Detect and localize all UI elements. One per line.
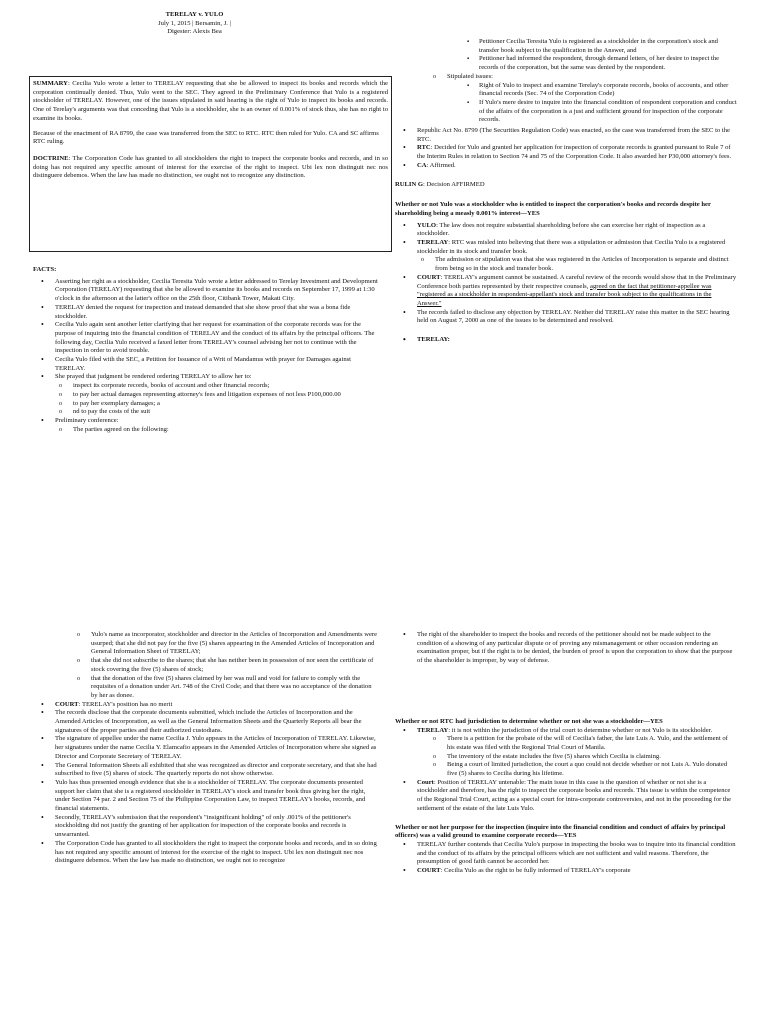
court-point: • The records disclose that the corporate documents submitted, which include the Articles of Incorporation and the Amended Articles of Incorporation, as well as the General Information Sheets and the Quarterly Reports all bear the signatures of the proper parties and their authorized custodians. xyxy=(33,709,378,735)
issue-item: ▪ Right of Yulo to inspect and examine Terelay's corporate records, books of accounts, and other financial records (Sec. 74 of the Corporation Code) xyxy=(465,82,737,99)
terelay-label: TERELAY xyxy=(417,726,449,734)
sub-item: o that the donation of the five (5) shares claimed by her was null and void for failure to comply with the requisites of a donation under Art. 748 of the Civil Code; and that there was no acceptance of the donation by her as donee. xyxy=(73,675,378,701)
fact-item: • Asserting her right as a stockholder, Cecilia Teresita Yulo wrote a letter addressed to Terelay Investment and Development Corporation (TERELAY) requesting that she be allowed to examine its books and records on September 17, 1999 at 1:30 o'clock in the afternoon at the latter's office on the 25th floor, Citibank Tower, Makati City. xyxy=(33,278,378,304)
doctrine-label: DOCTRINE xyxy=(33,154,69,162)
prayer-item: o to pay her exemplary damages; a xyxy=(55,400,378,409)
terelay-item xyxy=(395,239,737,256)
terelay-item-2: • TERELAY: xyxy=(395,336,737,345)
court-point: • Yulo has thus presented enough evidence that she is a stockholder of TERELAY. The corporate documents presented support her claim that she is a registered stockholder in TERELAY's stock and transfer book thus giving her the right, under Section 74 par. 2 and Section 75 of the Philippine Corporation Law, to inspect TERELAY's books, records, and financial statements. xyxy=(33,779,378,814)
fact-item: • She prayed that judgment be rendered ordering TERELAY to allow her to: xyxy=(33,373,378,382)
prayer-item: o The parties agreed on the following: xyxy=(55,426,378,435)
ca-item xyxy=(395,162,737,171)
stipulation-item: ▪ Petitioner Cecilia Teresita Yulo is registered as a stockholder in the corporation's stock and transfer book subject to the qualification in the Answer, and xyxy=(465,38,737,55)
records-item: • The records failed to disclose any objection by TERELAY. Neither did TERELAY raise this matter in the SEC hearing held on August 7, 2000 as one of the issues to be determined and resolved. xyxy=(395,309,737,326)
fact-item: • Cecilia Yulo again sent another letter clarifying that her request for examination of the corporate records was for the purpose of inquiring into the financial condition of TERELAY and the conduct of its affairs by the principal officers. The following day, Cecilia Yulo received a faxed letter from TERELAY's counsel advising her not to continue with the inspection in order to avoid trouble. xyxy=(33,321,378,356)
rtc-text: : Decided for Yulo and granted her application for inspection of corporate records is granted pursuant to Rule 7 of the Interim Rules in relation to Section 74 and 75 of the Corporation Code. It also awarded her P30,000 attorney's fees. xyxy=(417,144,732,161)
court-text: : Position of TERELAY untenable: The main issue in this case is the question of whether or not she is a stockholder and therefore, has the right to inspect the corporate books and records. This issue is within the competence of the Regional Trial Court, acting as a special court for intra-corporate controversies, and not in the proceeding for the settlement of the estate of the late Luis Yulo. xyxy=(417,778,732,812)
court-label: Court xyxy=(417,778,434,786)
terelay-sub-item: o There is a petition for the probate of the will of Cecilia's father, the late Luis A. Yulo, and the settlement of his estate was filed with the Regional Trial Court of Manila. xyxy=(429,735,737,752)
court-underlined-text: agreed on the fact that petitioner-appellee was "registered as a stockholder in respondent-appellant's stock and transfer book subject to the qualifications in the Answer." xyxy=(417,282,712,307)
ra-item: • Republic Act No. 8799 (The Securities Regulation Code) was enacted, so the case was transferred from the SEC to the RTC. xyxy=(395,127,737,144)
sub-item: o that she did not subscribe to the shares; that she has neither been in possession of nor seen the certificate of stock covering the five (5) shares of stock; xyxy=(73,657,378,674)
court-item xyxy=(33,701,378,710)
summary-label: SUMMARY xyxy=(33,80,68,87)
facts-heading: FACTS: xyxy=(33,266,57,273)
terelay-sub-item: o The inventory of the estate includes the five (5) shares which Cecilia is claiming. xyxy=(429,753,737,762)
court-point: • The General Information Sheets all exhibited that she was recognized as director and corporate secretary, and that she had subscribed to five (5) shares of stock. The quarterly reports do not show otherwise. xyxy=(33,762,378,779)
shareholder-right-item: • The right of the shareholder to inspect the books and records of the petitioner should not be made subject to the condition of a showing of any particular dispute or of proving any mismanagement or other occasion rendering an examination proper, but if the right is to be denied, the burden of proof is upon the corporation to show that the purpose of the shareholder is improper, by way of defense. xyxy=(395,631,737,666)
digester: Digester: Alexis Bea xyxy=(167,28,222,36)
issue-heading-1: Whether or not Yulo was a stockholder who is entitled to inspect the corporation's books and records despite her shareholding being a measly 0.001% interest—YES xyxy=(395,201,711,217)
summary-text: : Cecilia Yulo wrote a letter to TERELAY requesting that she be allowed to inspect its books and records which the corporation continually denied. Thus, Yulo went to the SEC. They agreed in the Preliminary Conference that Yulo is a registered stockholder of TERELAY. However, one of the issues stipulated in said hearing is the right of Yulo to inspect its books and records. One of Terelay's arguments was that conceding that Yulo is a stockholder, she is an owner of 0.001% of stock thus, she has no right to examine its books. xyxy=(33,80,388,122)
doctrine-text: : The Corporation Code has granted to all stockholders the right to inspect the corporate books and records, and in so doing has not required any specific amount of interest for the exercise of the right to inspect. Ubi lex non distinguit nec nos distinguere debemos. When the law has made no distinction, we ought not to recognize any distinction. xyxy=(33,154,388,180)
terelay-sub-item: o The admission or stipulation was that she was registered in the Articles of Incorporation is separate and distinct from being so in the stock and transfer book. xyxy=(417,256,737,273)
court-point: • Secondly, TERELAY's submission that the respondent's "insignificant holding" of only .001% of the petitioner's stockholding did not justify the granting of her application for inspection of the corporate books and records is unwarranted. xyxy=(33,814,378,840)
stipulation-item: ▪ Petitioner had informed the respondent, through demand letters, of her desire to inspect the records of the corporation, but the same was denied by the respondent. xyxy=(465,55,737,72)
prayer-item: o inspect its corporate records, books of account and other financial records; xyxy=(55,382,378,391)
court-text: : TERELAY's argument cannot be sustained. A careful review of the records would show that in the Preliminary Conference both parties represented by their respective counsels, xyxy=(417,273,737,290)
terelay-label: TERELAY xyxy=(417,239,449,247)
prayer-item: o nd to pay the costs of the suit xyxy=(55,408,378,417)
yulo-item xyxy=(395,222,737,239)
summary-box xyxy=(29,76,392,252)
court-item-2 xyxy=(395,867,737,876)
court-point: • The Corporation Code has granted to all stockholders the right to inspect the corporate books and records, and in so doing has not required any specific amount of interest for the exercise of the right to inspect. Ubi lex non distinguit nec nos distinguere debemos. When the law has made no distinction, we ought not to recognize xyxy=(33,840,378,866)
issue-item: ▪ If Yulo's mere desire to inquire into the financial condition of respondent corporation and conduct of the affairs of the corporation is a just and sufficient ground for inspection of the corporate records. xyxy=(465,99,737,125)
ca-text: : Affirmed. xyxy=(426,161,456,169)
ca-label: CA xyxy=(417,161,427,169)
ruling-label: RULIN G xyxy=(395,180,424,188)
ruling-text: : Decision AFFIRMED xyxy=(423,180,485,188)
prayer-item: o to pay her actual damages representing attorney's fees and litigation expenses of not less P100,000.00 xyxy=(55,391,378,400)
fact-item: • Cecilia Yulo filed with the SEC, a Petition for Issuance of a Writ of Mandamus with prayer for Damages against TERELAY. xyxy=(33,356,378,373)
stipulated-issues-label: o Stipulated issues: xyxy=(429,73,737,82)
court-item xyxy=(395,779,737,814)
fact-item: • Preliminary conference: xyxy=(33,417,378,426)
yulo-text: : The law does not require substantial shareholding before she can exercise her right of inspection as a stockholder. xyxy=(417,221,706,238)
rtc-item xyxy=(395,144,737,161)
terelay-further-item: • TERELAY further contends that Cecilia Yulo's purpose in inspecting the books was to inquire into its financial condition and the conduct of its affairs by the principal officers which are not sufficient and valid reasons. Therefore, the presumption of good faith cannot be accorded her. xyxy=(395,841,737,867)
yulo-label: YULO xyxy=(417,221,437,229)
court-item xyxy=(395,274,737,309)
case-meta: July 1, 2015 | Bersamin, J. | xyxy=(158,19,231,27)
right-column-top xyxy=(395,38,737,345)
document-header xyxy=(0,11,389,37)
sub-item: o Yulo's name as incorporator, stockholder and director in the Articles of Incorporation and Amendments were usurped; that she did not pay for the five (5) shares appearing in the Amended Articles of Incorporation and General Information Sheet of TERELAY; xyxy=(73,631,378,657)
terelay-item xyxy=(395,727,737,736)
issue-heading-2: Whether or not RTC had jurisdiction to determine whether or not she was a stockholder—YES xyxy=(395,717,663,725)
fact-item: • TERELAY denied the request for inspection and instead demanded that she show proof that she was a bona fide stockholder. xyxy=(33,304,378,321)
facts-section xyxy=(33,266,378,434)
court-text: : TERELAY's position has no merit xyxy=(78,700,173,708)
court-point: • The signature of appellee under the name Cecilia J. Yulo appears in the Articles of Incorporation of TERELAY. Likewise, her signatures under the name Cecilia Y. Elamcafio appears in the Amended Articles of Incorporation where she signed as Director and Corporate Secretary of TERELAY. xyxy=(33,735,378,761)
court-text: : Cecilia Yulo as the right to be fully informed of TERELAY's corporate xyxy=(440,867,631,875)
court-label: COURT xyxy=(417,273,441,281)
rtc-label: RTC xyxy=(417,144,431,152)
left-column-bottom xyxy=(33,631,378,866)
court-label: COURT xyxy=(417,867,441,875)
right-column-bottom xyxy=(395,631,737,876)
terelay-text: : it is not within the jurisdiction of the trial court to determine whether or not Yulo is its stockholder. xyxy=(448,726,713,734)
terelay-sub-item: o Being a court of limited jurisdiction, the court a quo could not decide whether or not Luis A. Yulo donated five (5) shares to Cecilia during his lifetime. xyxy=(429,761,737,778)
issue-heading-3: Whether or not her purpose for the inspection (inquire into the financial condition and conduct of affairs by principal officers) was a valid ground to examine corporate records—YES xyxy=(395,823,726,840)
summary-paragraph-2: Because of the enactment of RA 8799, the case was transferred from the SEC to RTC. RTC then ruled for Yulo. CA and SC affirms RTC ruling. xyxy=(33,129,379,146)
case-title: TERELAY v. YULO xyxy=(165,11,224,18)
summary-paragraph xyxy=(33,80,388,124)
terelay-text: : RTC was misled into believing that there was a stipulation or admission that Cecilia Yulo is a registered stockholder in its stock and transfer book. xyxy=(417,239,726,255)
ruling-line xyxy=(395,181,737,190)
court-label: COURT xyxy=(55,700,79,708)
doctrine-paragraph xyxy=(33,155,388,181)
